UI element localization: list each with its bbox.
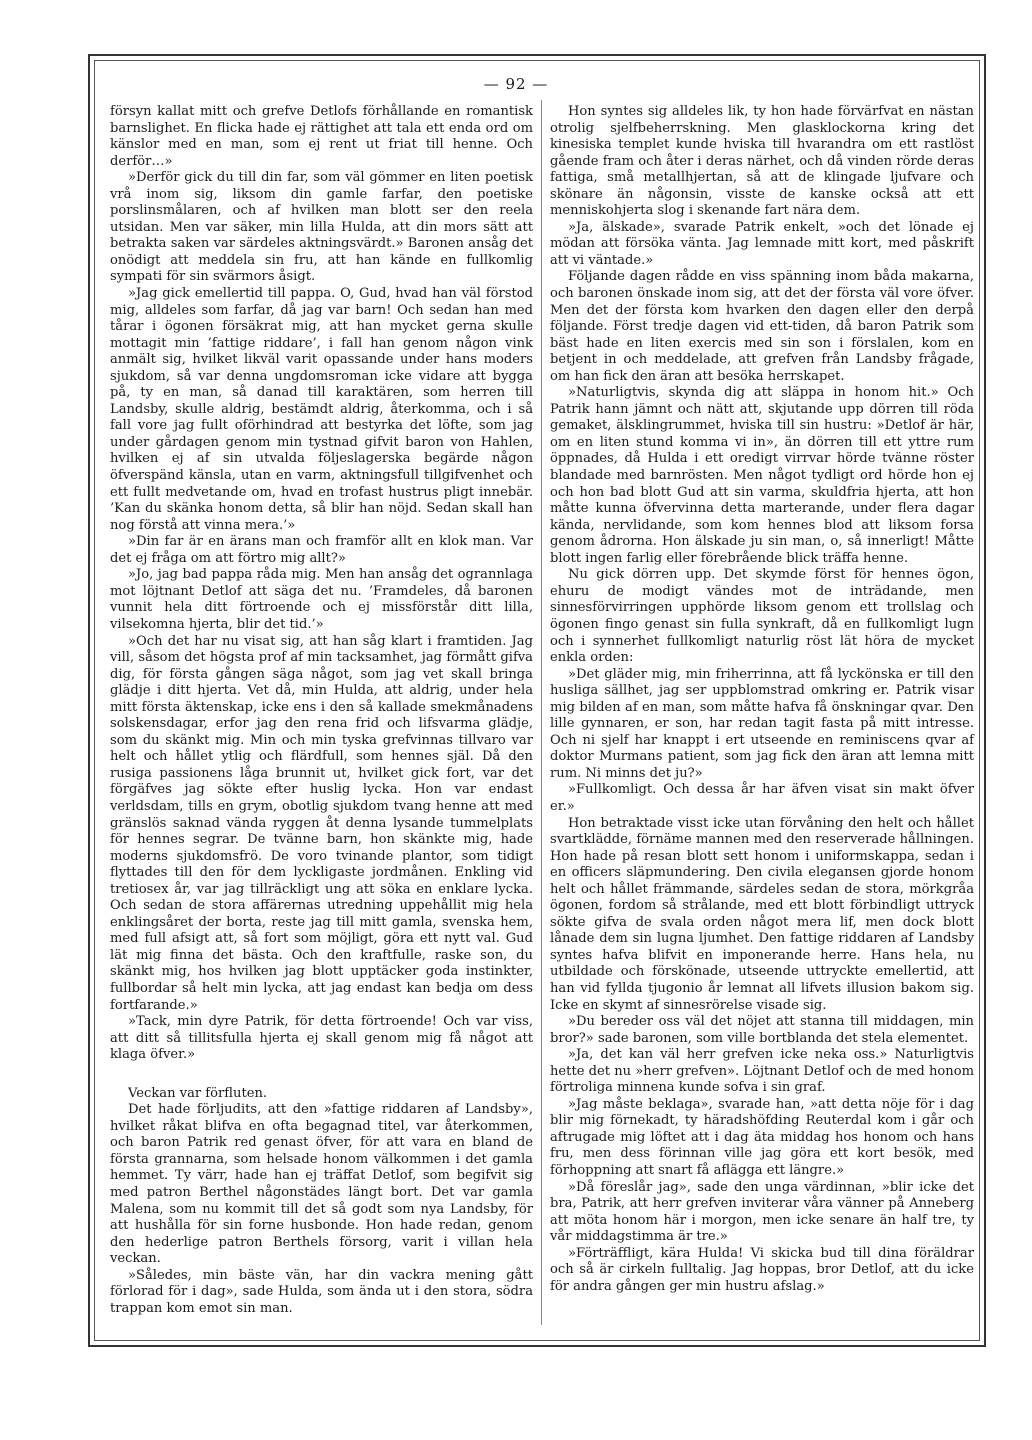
paragraph: Hon betraktade visst icke utan förvåning den helt och hållet svartklädde, förnäme mannen med den reserverade hållningen. Hon hade på resan blott sett honom i uniformskappa, sedan i en officers släpmundering. Den civila elegansen gjorde honom helt och hållet främmande, särdeles sedan de stora, mörkgråa ögonen, fordom så strålande, med ett blott förbindligt uttryck sökte gifva de svala orden något mera lif, men dock blott lånade dem sin lugna ljumhet. Den fattige riddaren af Landsby syntes hafva blifvit en imponerande herre. Hans hela, nu utbildade och förskönade, utseende uttryckte emellertid, att han vid fyllda tjugonio år lemnat all lifvets illusion bakom sig. Icke en skymt af sinnesrörelse visade sig. bbox=[550, 815, 974, 1013]
paragraph: »Det gläder mig, min friherrinna, att få lyckönska er till den husliga sällhet, jag ser uppblomstrad omkring er. Patrik visar mig bilden af en man, som måtte hafva få önskningar qvar. Den lille gynnaren, er son, har redan tagit fasta på mitt intresse. Och ni sjelf har knappt i ert utseende en reminiscens qvar af doktor Murmans patient, som jag fick den äran att lemna mitt rum. Ni minns det ju?» bbox=[550, 666, 974, 781]
paragraph: »Då föreslår jag», sade den unga värdinnan, »blir icke det bra, Patrik, att herr grefven inviterar våra vänner på Anneberg att möta honom här i morgon, men icke senare än half tre, ty vår middagstimma är tre.» bbox=[550, 1179, 974, 1245]
paragraph: »Fullkomligt. Och dessa år har äfven visat sin makt öfver er.» bbox=[550, 782, 974, 814]
paragraph: »Derför gick du till din far, som väl gömmer en liten poetisk vrå inom sig, liksom din gamle farfar, den poetiske porslinsmålaren, och af hvilken man blott ser den reela utsidan. Men var säker, min lilla Hulda, att din mors sätt att betrakta saken var särdeles aktningsvärdt.» Baronen ansåg det onödigt att meddela sin fru, att han kände en fullkomlig sympati för sin svärmors åsigt. bbox=[110, 170, 533, 285]
paragraph: »Din far är en ärans man och framför allt en klok man. Var det ej fråga om att förtro mig allt?» bbox=[110, 534, 533, 566]
paragraph: Hon syntes sig alldeles lik, ty hon hade förvärfvat en nästan otrolig sjelfbeherrskning. Men glasklockorna kring det kinesiska templet kunde hviska till hvarandra om ett rastlöst gående fram och åter i deras närhet, och då vinden rörde deras fattiga, små metallhjertan, så att de klingade ljufvare och skönare än någonsin, visste de kanske också att ett menniskohjerta slog i skenande fart nära dem. bbox=[550, 104, 974, 219]
paragraph: »Jag måste beklaga», svarade han, »att detta nöje för i dag blir mig förnekadt, ty häradshöfding Reuterdal kom i går och aftrugade mig löftet att i dag äta middag hos honom och hans fru, men dess förinnan ville jag göra ett kort besök, med förhoppning att snart få aflägga ett längre.» bbox=[550, 1096, 974, 1178]
paragraph: Nu gick dörren upp. Det skymde först för hennes ögon, ehuru de modigt vändes mot de inträdande, men sinnesförvirringen upphörde liksom genom ett trollslag och ögonen fingo genast sin fulla synkraft, då en fullkomligt lugn och i synnerhet fullkomligt naturlig röst lät höra de mycket enkla orden: bbox=[550, 567, 974, 666]
left-column bbox=[110, 104, 533, 1317]
paragraph: Följande dagen rådde en viss spänning inom båda makarna, och baronen önskade inom sig, att det der första väl vore öfver. Men det der första kom hvarken den dagen eller den derpå följande. Först tredje dagen vid ett-tiden, då baron Patrik som bäst hade en liten exercis med sin son i förslalen, kom en betjent in och meddelade, att grefven från Landsby frågade, om han fick den äran att besöka herrskapet. bbox=[550, 269, 974, 384]
paragraph: »Ja, älskade», svarade Patrik enkelt, »och det lönade ej mödan att försöka vänta. Jag lemnade mitt kort, med påskrift att vi väntade.» bbox=[550, 219, 974, 268]
right-column bbox=[550, 104, 974, 1295]
paragraph: »Förträffligt, kära Hulda! Vi skicka bud till dina föräldrar och så är cirkeln fulltalig. Jag hoppas, bror Detlof, att du icke för andra gången ger min hustru afslag.» bbox=[550, 1245, 974, 1294]
paragraph: »Således, min bäste vän, har din vackra mening gått förlorad för i dag», sade Hulda, som ända ut i den stora, södra trappan kom emot sin man. bbox=[110, 1267, 533, 1316]
paragraph: »Och det har nu visat sig, att han såg klart i framtiden. Jag vill, såsom det högsta prof af min tacksamhet, jag förmått gifva dig, för första gången säga något, som jag vet skall bringa glädje i ditt hjerta. Vet då, min Hulda, att aldrig, under hela mitt första äktenskap, icke ens i den så kallade smekmånadens solskensdagar, erfor jag den rena frid och lifsvarma glädje, som du skänkt mig. Min och min tyska grefvinnas tillvaro var helt och hållet ytlig och flärdfull, som hennes själ. Då den rusiga passionens låga brunnit ut, hvilket gick fort, var det förgäfves jag sökte efter huslig lycka. Hon var endast verldsdam, tills en grym, obotlig sjukdom tvang henne att med gränslös saknad vända ryggen åt denna lysande tummelplats för hennes segrar. De tvänne barn, hon skänkte mig, hade moderns sjukdomsfrö. De voro tvinande plantor, som tidigt flyttades till den för dem lyckligaste jordmånen. Enkling vid tretiosex år, var jag tillräckligt ung att söka en enklare lycka. Och sedan de stora affärernas utredning uppehållit mig hela enklingsåret der borta, reste jag till mitt gamla, svenska hem, med full afsigt att, så fort som möjligt, göra ett nytt val. Gud lät mig finna det bästa. Och den kraftfulle, raske son, du skänkt mig, hos hvilken jag blott upptäcker goda instinkter, fullbordar så helt min lycka, att jag endast kan bedja om dess fortfarande.» bbox=[110, 633, 533, 1013]
paragraph: »Jo, jag bad pappa råda mig. Men han ansåg det ogrannlaga mot löjtnant Detlof att säga det nu. ’Framdeles, då baronen vunnit hela ditt förtroende och ej missförstår ditt lilla, vilsekomna hjerta, blir det tid.’» bbox=[110, 567, 533, 632]
paragraph: »Tack, min dyre Patrik, för detta förtroende! Och var viss, att ditt så tillitsfulla hjerta ej skall genom mig få något att klaga öfver.» bbox=[110, 1014, 533, 1063]
paragraph: »Ja, det kan väl herr grefven icke neka oss.» Naturligtvis hette det nu »herr grefven». Löjtnant Detlof och de med honom förtroliga minnena kunde sofva i sin graf. bbox=[550, 1047, 974, 1096]
section-break bbox=[110, 1064, 533, 1086]
paragraph: försyn kallat mitt och grefve Detlofs förhållande en romantisk barnslighet. En flicka hade ej rättighet att tala ett enda ord om känslor med en man, som ej rent ut friat till henne. Och derför…» bbox=[110, 104, 533, 169]
column-divider bbox=[541, 100, 542, 1325]
paragraph: »Naturligtvis, skynda dig att släppa in honom hit.» Och Patrik hann jämnt och nätt att, skjutande upp dörren till röda gemaket, älsklingrummet, hviska till sin hustru: »Detlof är här, om en liten stund komma vi in», än dörren till ett yttre rum öppnades, då Hulda i ett oredigt virrvar hörde tvänne röster blandade med barnrösten. Men något tydligt ord hörde hon ej och hon bad blott Gud att sin varma, skuldfria hjerta, att hon måtte kunna öfvervinna detta marterande, under flera dagar kända, nervlidande, som kom hennes blod att liksom forsa genom ådrorna. Hon älskade ju sin man, o, så innerligt! Måtte blott ingen farlig eller förebrående blick träffa henne. bbox=[550, 385, 974, 566]
paragraph: Det hade förljudits, att den »fattige riddaren af Landsby», hvilket råkat blifva en ofta begagnad titel, var återkommen, och baron Patrik red genast öfver, för att vara en bland de första grannarna, som helsade honom välkommen i det gamla hemmet. Ty värr, hade han ej träffat Detlof, som begifvit sig med patron Berthel någonstädes längt bort. Det var gamla Malena, som nu kommit till det så godt som nya Landsby, för att hushålla för sin forne husbonde. Hon hade redan, genom den hederlige patron Berthels försorg, varit i villan hela veckan. bbox=[110, 1102, 533, 1267]
paragraph: »Du bereder oss väl det nöjet att stanna till middagen, min bror?» sade baronen, som ville bortblanda det stela elementet. bbox=[550, 1014, 974, 1046]
page-number: — 92 — bbox=[483, 75, 549, 93]
paragraph: »Jag gick emellertid till pappa. O, Gud, hvad han väl förstod mig, alldeles som farfar, då jag var barn! Och sedan han med tårar i ögonen försäkrat mig, att han mycket gerna skulle mottagit min ’fattige riddare’, i fall han genom någon vink anmält sig, hvilket likväl varit opassande under hans moders sjukdom, så var denna ungdomsroman icke vidare att bygga på, ty en man, så danad till karaktären, som herren till Landsby, skulle aldrig, bestämdt aldrig, återkomma, och i så fall vore jag fullt oförhindrad att bestyrka det löfte, som jag under gårdagen genom min tystnad gifvit baron von Hahlen, hvilken ej af sin utvalda följeslagerska begärde någon öfverspänd känsla, utan en varm, aktningsfull tillgifvenhet och ett fullt medvetande om, hvad en trofast hustrus pligt innebär. ’Kan du skänka honom detta, så blir han nöjd. Sedan skall han nog förstå att vinna mera.’» bbox=[110, 286, 533, 533]
paragraph: Veckan var förfluten. bbox=[128, 1085, 268, 1101]
